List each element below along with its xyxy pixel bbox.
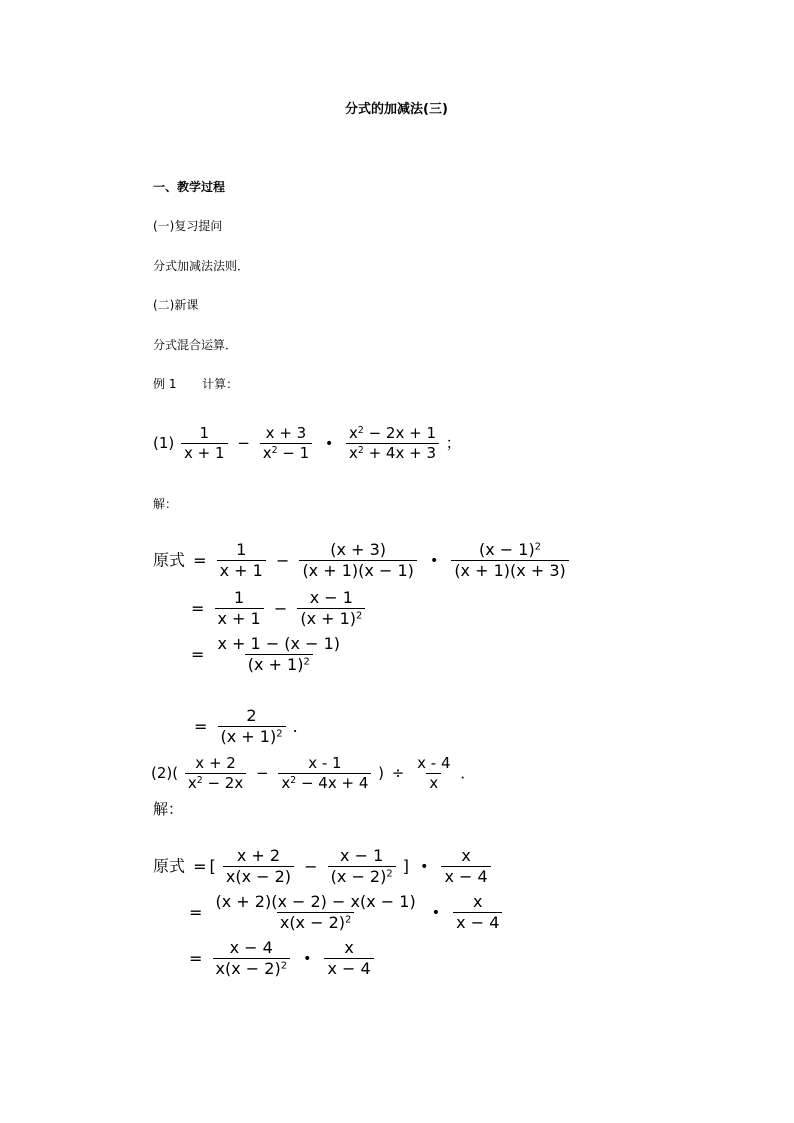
denominator: (x + 1)(x − 1): [299, 560, 416, 579]
multiply-dot: •: [420, 858, 429, 875]
subheading-review: (一)复习提问: [153, 219, 223, 233]
numerator: (x + 2)(x − 2) − x(x − 1): [215, 892, 416, 911]
solution-2-line-2: [186, 894, 504, 931]
numerator: x - 1: [308, 754, 342, 772]
fraction: [451, 542, 568, 579]
denominator: $x(x - 2)^2$: [213, 958, 291, 977]
period: ．: [460, 764, 476, 782]
denominator: $(x - 2)^2$: [328, 866, 396, 885]
solution-1-line-1: [153, 542, 571, 579]
fraction: [324, 940, 373, 977]
denominator: x − 4: [324, 958, 373, 977]
multiply-dot: •: [303, 950, 312, 967]
numerator: x + 2: [195, 754, 236, 772]
multiply-dot: •: [324, 435, 334, 452]
example-instruction: 计算：: [202, 377, 239, 391]
numerator: 1: [199, 424, 210, 442]
minus-sign: −: [273, 598, 288, 618]
solution-1-line-4: [191, 708, 309, 745]
period: ．: [292, 716, 309, 736]
problem-1-label: (1): [153, 434, 175, 452]
minus-sign: −: [237, 434, 250, 452]
right-paren: ): [378, 764, 385, 782]
solution-label-2: 解：: [153, 800, 184, 818]
left-paren: (: [172, 764, 179, 782]
divide-sign: ÷: [391, 764, 405, 782]
numerator: x + 1 − (x − 1): [217, 634, 341, 653]
original-expression-label: 原式: [153, 550, 186, 570]
numerator: x − 4: [229, 938, 273, 957]
fraction: [346, 426, 439, 461]
denominator: (x + 1)(x + 3): [451, 560, 568, 579]
numerator: 2: [246, 706, 257, 725]
solution-2-line-1: [153, 848, 493, 885]
denominator: x(x − 2): [223, 866, 294, 885]
problem-1: [153, 426, 461, 461]
fraction: [223, 848, 294, 885]
fraction: [185, 756, 246, 791]
numerator: x: [461, 846, 471, 865]
denominator: $(x + 1)^2$: [245, 654, 313, 673]
example-heading: [153, 375, 238, 392]
fraction: [414, 756, 453, 791]
fraction: [297, 590, 365, 627]
page-title: 分式的加减法(三): [345, 102, 448, 117]
minus-sign: −: [275, 550, 290, 570]
fraction: [215, 636, 344, 673]
fraction: [453, 894, 502, 931]
numerator: 1: [234, 588, 245, 607]
numerator: x − 1: [309, 588, 353, 607]
equals-sign: =: [193, 550, 207, 570]
numerator: $(x - 1)^2$: [479, 540, 542, 559]
equals-sign: =: [191, 644, 205, 664]
fraction: [299, 542, 416, 579]
example-label: 例 1: [153, 377, 177, 391]
numerator: x − 1: [340, 846, 384, 865]
solution-1-line-2: [188, 590, 367, 627]
denominator: $x^2 - 1$: [260, 443, 312, 461]
original-expression-label: 原式: [153, 856, 186, 876]
fraction: [328, 848, 396, 885]
numerator: $x^2 - 2x + 1$: [349, 424, 436, 442]
fraction: [213, 894, 419, 931]
equals-sign: =: [191, 598, 205, 618]
denominator: x + 1: [217, 560, 266, 579]
solution-2-line-3: [186, 940, 376, 977]
paragraph-rule: 分式加减法法则．: [153, 259, 250, 273]
denominator: $(x + 1)^2$: [218, 726, 286, 745]
denominator: x + 1: [181, 443, 228, 461]
numerator: x: [344, 938, 354, 957]
fraction: [260, 426, 312, 461]
equals-sign: =: [193, 856, 207, 876]
paragraph-mixed-ops: 分式混合运算．: [153, 338, 238, 352]
denominator: $x^2 + 4x + 3$: [346, 443, 439, 461]
subheading-new-lesson: (二)新课: [153, 298, 199, 312]
equals-sign: =: [189, 948, 203, 968]
denominator: $x(x - 2)^2$: [277, 912, 355, 931]
solution-1-line-3: [188, 636, 345, 673]
numerator: x + 2: [236, 846, 281, 865]
fraction: [278, 756, 371, 791]
multiply-dot: •: [429, 552, 439, 569]
denominator: x + 1: [215, 608, 264, 627]
numerator: 1: [236, 540, 247, 559]
denominator: $x^2 - 4x + 4$: [278, 773, 371, 791]
section-heading: 一、教学过程: [153, 180, 226, 194]
fraction: [218, 708, 286, 745]
minus-sign: −: [256, 764, 269, 782]
denominator: $(x + 1)^2$: [297, 608, 365, 627]
numerator: x: [473, 892, 483, 911]
left-bracket: [: [209, 856, 216, 876]
numerator: x + 3: [265, 424, 307, 442]
fraction: [181, 426, 228, 461]
denominator: x − 4: [441, 866, 490, 885]
problem-2-label: (2): [151, 764, 173, 782]
problem-2: [151, 756, 475, 791]
fraction: [213, 940, 291, 977]
right-bracket: ]: [402, 856, 410, 876]
denominator: x: [426, 773, 441, 791]
equals-sign: =: [194, 716, 208, 736]
fraction: [217, 542, 266, 579]
numerator: x - 4: [417, 754, 451, 772]
numerator: (x + 3): [330, 540, 386, 559]
minus-sign: −: [304, 856, 318, 876]
denominator: $x^2 - 2x$: [185, 773, 246, 791]
semicolon: ；: [445, 434, 461, 452]
multiply-dot: •: [431, 904, 441, 921]
denominator: x − 4: [453, 912, 502, 931]
fraction: [215, 590, 264, 627]
solution-label-1: 解：: [153, 497, 178, 511]
fraction: [441, 848, 490, 885]
equals-sign: =: [189, 902, 203, 922]
